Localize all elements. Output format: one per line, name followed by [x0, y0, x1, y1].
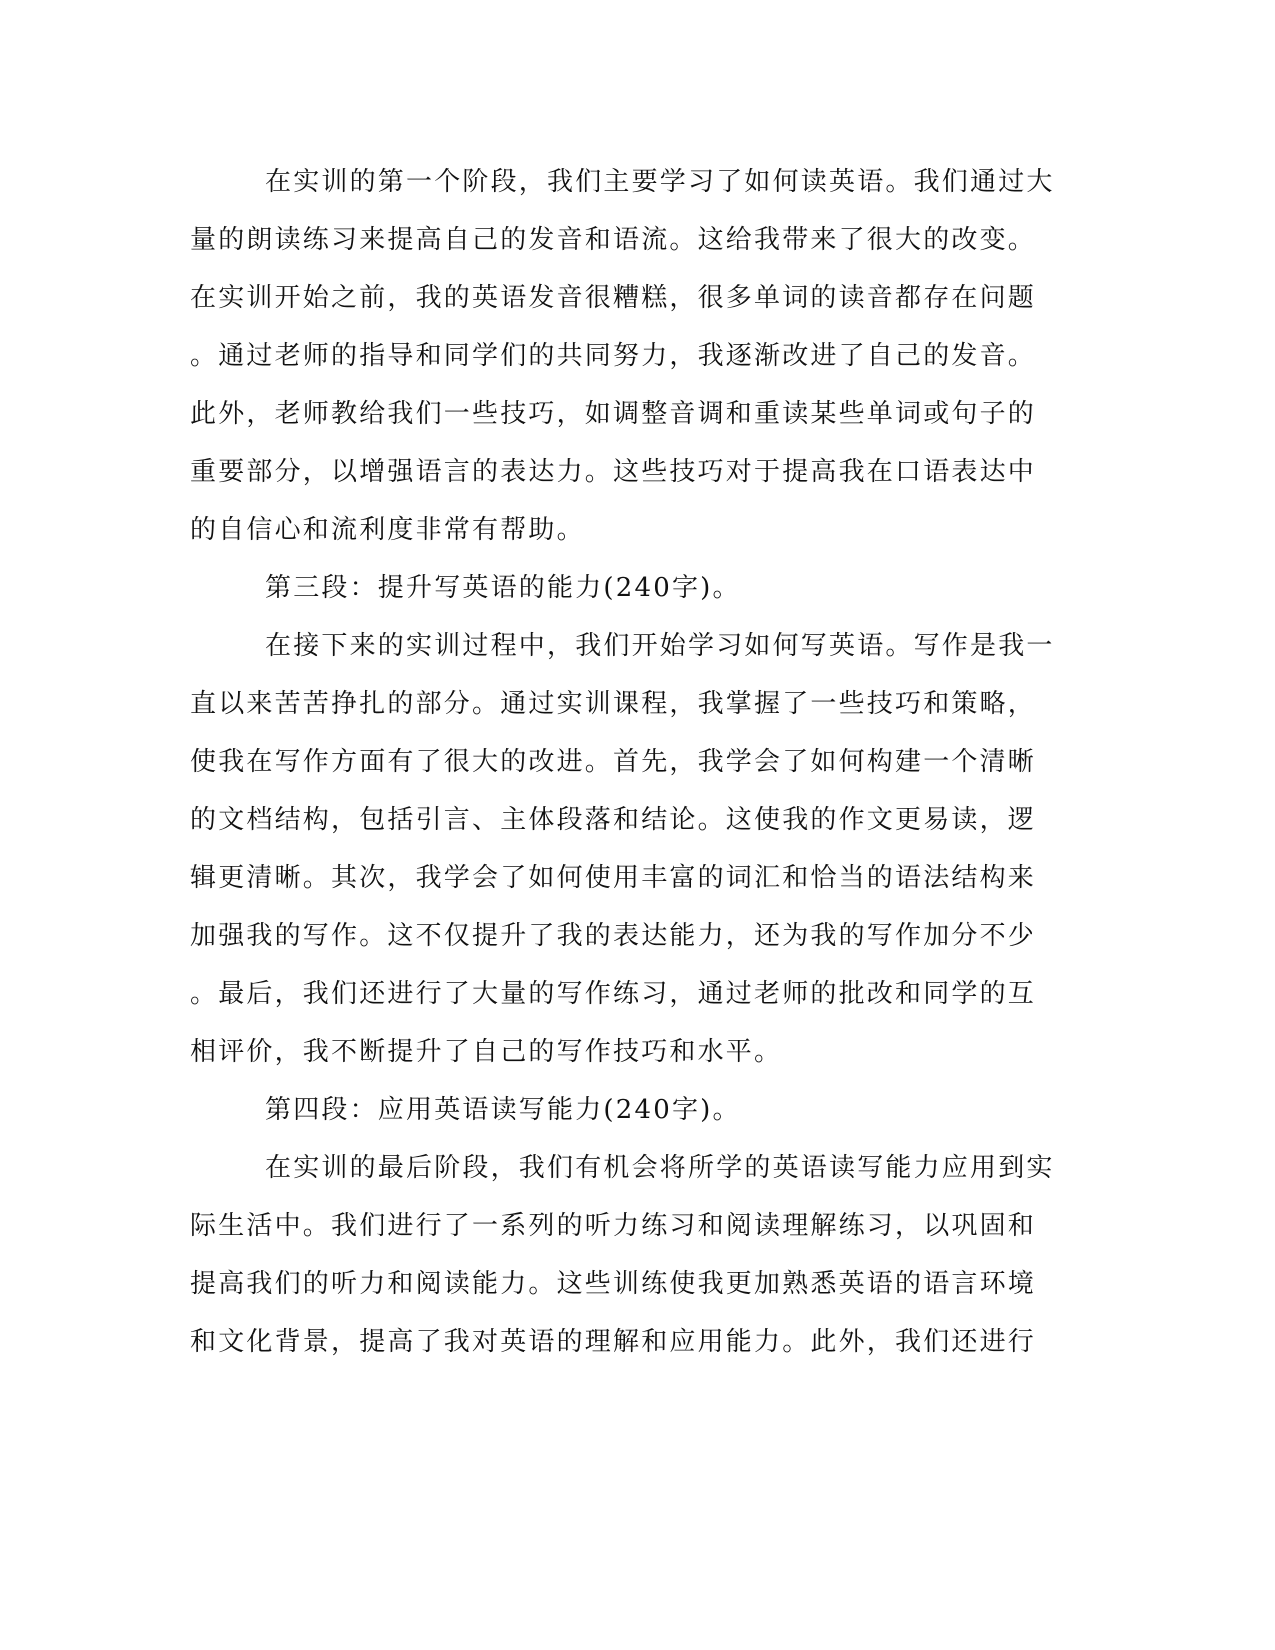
paragraph-2-line-4: 的文档结构，包括引言、主体段落和结论。这使我的作文更易读，逻 — [190, 805, 1037, 835]
paragraph-3-line-4: 和文化背景，提高了我对英语的理解和应用能力。此外，我们还进行 — [190, 1327, 1037, 1357]
paragraph-1-line-6: 重要部分，以增强语言的表达力。这些技巧对于提高我在口语表达中 — [190, 457, 1037, 487]
paragraph-2-line-2: 直以来苦苦挣扎的部分。通过实训课程，我掌握了一些技巧和策略， — [190, 689, 1037, 719]
paragraph-2-line-7: 。最后，我们还进行了大量的写作练习，通过老师的批改和同学的互 — [190, 979, 1037, 1009]
section-heading-4: 第四段：应用英语读写能力(240字)。 — [265, 1095, 741, 1125]
paragraph-3-line-2: 际生活中。我们进行了一系列的听力练习和阅读理解练习，以巩固和 — [190, 1211, 1037, 1241]
paragraph-2-line-6: 加强我的写作。这不仅提升了我的表达能力，还为我的写作加分不少 — [190, 921, 1037, 951]
paragraph-1-line-1: 在实训的第一个阶段，我们主要学习了如何读英语。我们通过大 — [265, 167, 1055, 197]
paragraph-3-line-1: 在实训的最后阶段，我们有机会将所学的英语读写能力应用到实 — [265, 1153, 1055, 1183]
paragraph-1-line-4: 。通过老师的指导和同学们的共同努力，我逐渐改进了自己的发音。 — [190, 341, 1037, 371]
paragraph-2-line-1: 在接下来的实训过程中，我们开始学习如何写英语。写作是我一 — [265, 631, 1055, 661]
paragraph-1-line-7: 的自信心和流利度非常有帮助。 — [190, 515, 585, 545]
paragraph-2-line-5: 辑更清晰。其次，我学会了如何使用丰富的词汇和恰当的语法结构来 — [190, 863, 1037, 893]
paragraph-2-line-8: 相评价，我不断提升了自己的写作技巧和水平。 — [190, 1037, 783, 1067]
section-heading-3: 第三段：提升写英语的能力(240字)。 — [265, 573, 741, 603]
paragraph-2-line-3: 使我在写作方面有了很大的改进。首先，我学会了如何构建一个清晰 — [190, 747, 1037, 777]
paragraph-1-line-5: 此外，老师教给我们一些技巧，如调整音调和重读某些单词或句子的 — [190, 399, 1037, 429]
paragraph-1-line-2: 量的朗读练习来提高自己的发音和语流。这给我带来了很大的改变。 — [190, 225, 1037, 255]
paragraph-1-line-3: 在实训开始之前，我的英语发音很糟糕，很多单词的读音都存在问题 — [190, 283, 1037, 313]
paragraph-3-line-3: 提高我们的听力和阅读能力。这些训练使我更加熟悉英语的语言环境 — [190, 1269, 1037, 1299]
